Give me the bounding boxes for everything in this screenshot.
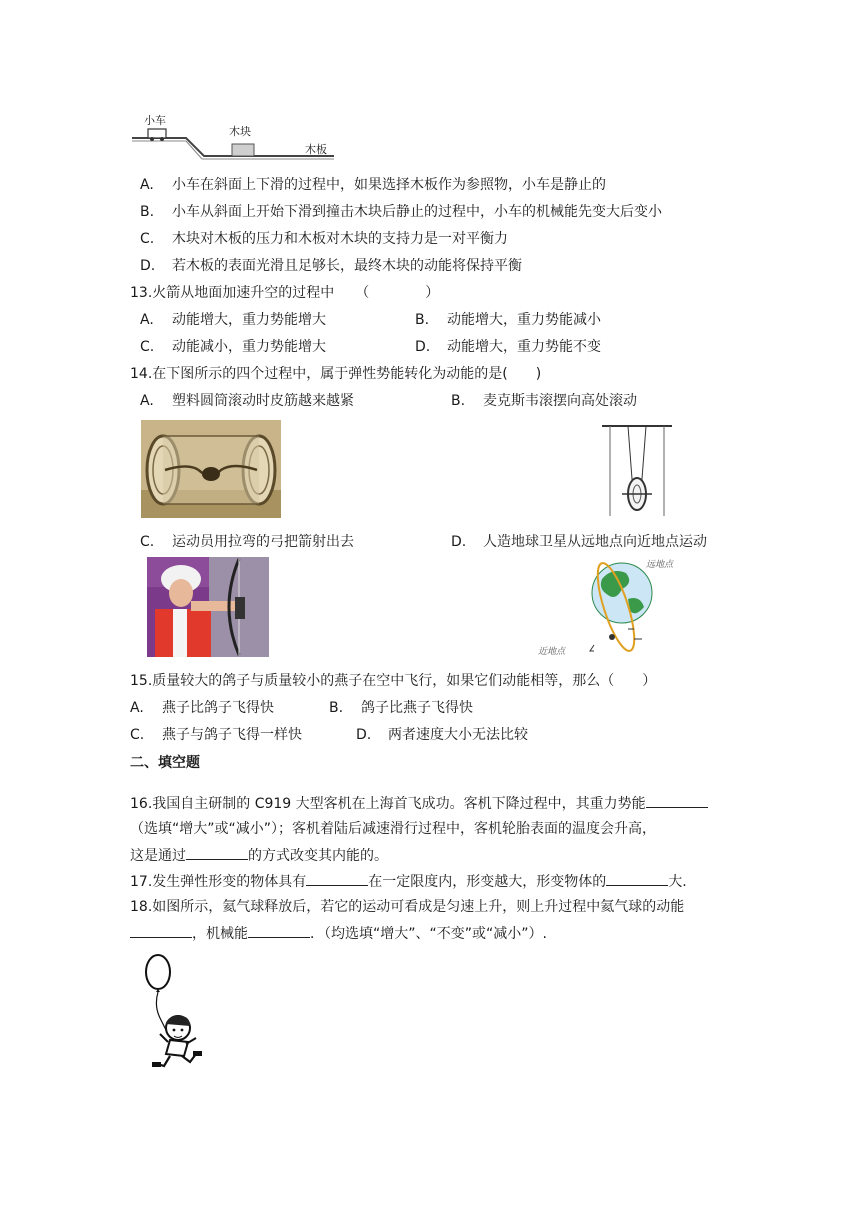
- board-label: 木板: [305, 143, 327, 156]
- q15-option-d: D. 两者速度大小无法比较: [356, 727, 528, 743]
- q16-line-2: （选填“增大”或“减小”）；客机着陆后减速滑行过程中，客机轮胎表面的温度会升高，: [130, 821, 657, 837]
- q12-option-b: B. 小车从斜面上开始下滑到撞击木块后静止的过程中，小车的机械能先变大后变小: [140, 204, 662, 220]
- cart-label: 小车: [144, 114, 166, 127]
- q14-option-b: B. 麦克斯韦滚摆向高处滚动: [451, 393, 637, 409]
- block-label: 木块: [229, 125, 251, 138]
- q13-option-c: C. 动能减小，重力势能增大: [140, 339, 326, 355]
- q14-option-a: A. 塑料圆筒滚动时皮筋越来越紧: [140, 393, 354, 409]
- maxwell-wheel-figure: [598, 420, 676, 520]
- q14-option-c: C. 运动员用拉弯的弓把箭射出去: [140, 534, 354, 550]
- q16-line-3: 这是通过 的方式改变其内能的。: [130, 845, 388, 866]
- q18-line-1: 18.如图所示，氦气球释放后，若它的运动可看成是匀速上升，则上升过程中氦气球的动能: [130, 899, 685, 915]
- q16-blank-2: [186, 845, 248, 860]
- q17-line: 17.发生弹性形变的物体具有 在一定限度内，形变越大，形变物体的 大.: [130, 871, 687, 892]
- q12-option-a: A. 小车在斜面上下滑的过程中，如果选择木板作为参照物，小车是静止的: [140, 177, 606, 193]
- q17-blank-2: [606, 871, 668, 886]
- q14-stem: 14.在下图所示的四个过程中，属于弹性势能转化为动能的是( ): [130, 366, 542, 382]
- apogee-label: 远地点: [646, 560, 674, 570]
- q18-line-2: ，机械能 ．（均选填“增大”、“不变”或“减小”）.: [130, 923, 547, 944]
- perigee-label: 近地点: [538, 647, 566, 657]
- q16-line-1: 16.我国自主研制的 C919 大型客机在上海首飞成功。客机下降过程中，其重力势能: [130, 793, 708, 814]
- q13-option-a: A. 动能增大，重力势能增大: [140, 312, 326, 328]
- q16-blank-1: [646, 793, 708, 808]
- q13-option-b: B. 动能增大，重力势能减小: [415, 312, 601, 328]
- q15-stem: 15.质量较大的鸽子与质量较小的燕子在空中飞行，如果它们动能相等，那么（ ）: [130, 673, 657, 689]
- balloon-child-figure: [138, 950, 210, 1074]
- satellite-orbit-figure: [538, 555, 688, 657]
- q12-option-c: C. 木块对木板的压力和木板对木块的支持力是一对平衡力: [140, 231, 508, 247]
- q12-option-d: D. 若木板的表面光滑且足够长，最终木块的动能将保持平衡: [140, 258, 522, 274]
- q15-option-b: B. 鸽子比燕子飞得快: [329, 700, 473, 716]
- block-shape: [232, 144, 254, 156]
- q13-stem: 13.火箭从地面加速升空的过程中 （ ）: [130, 285, 440, 301]
- q17-blank-1: [306, 871, 368, 886]
- cart-shape: [148, 129, 166, 138]
- q14-option-d: D. 人造地球卫星从远地点向近地点运动: [451, 534, 707, 550]
- q13-option-d: D. 动能增大，重力势能不变: [415, 339, 601, 355]
- plastic-cylinder-photo: [141, 420, 281, 518]
- q18-blank-1: [130, 923, 192, 938]
- q15-option-a: A. 燕子比鸽子飞得快: [130, 700, 274, 716]
- section-heading-fill-blank: 二、填空题: [130, 755, 200, 771]
- archer-photo: [147, 557, 269, 657]
- q15-option-c: C. 燕子与鸽子飞得一样快: [130, 727, 302, 743]
- q18-blank-2: [248, 923, 310, 938]
